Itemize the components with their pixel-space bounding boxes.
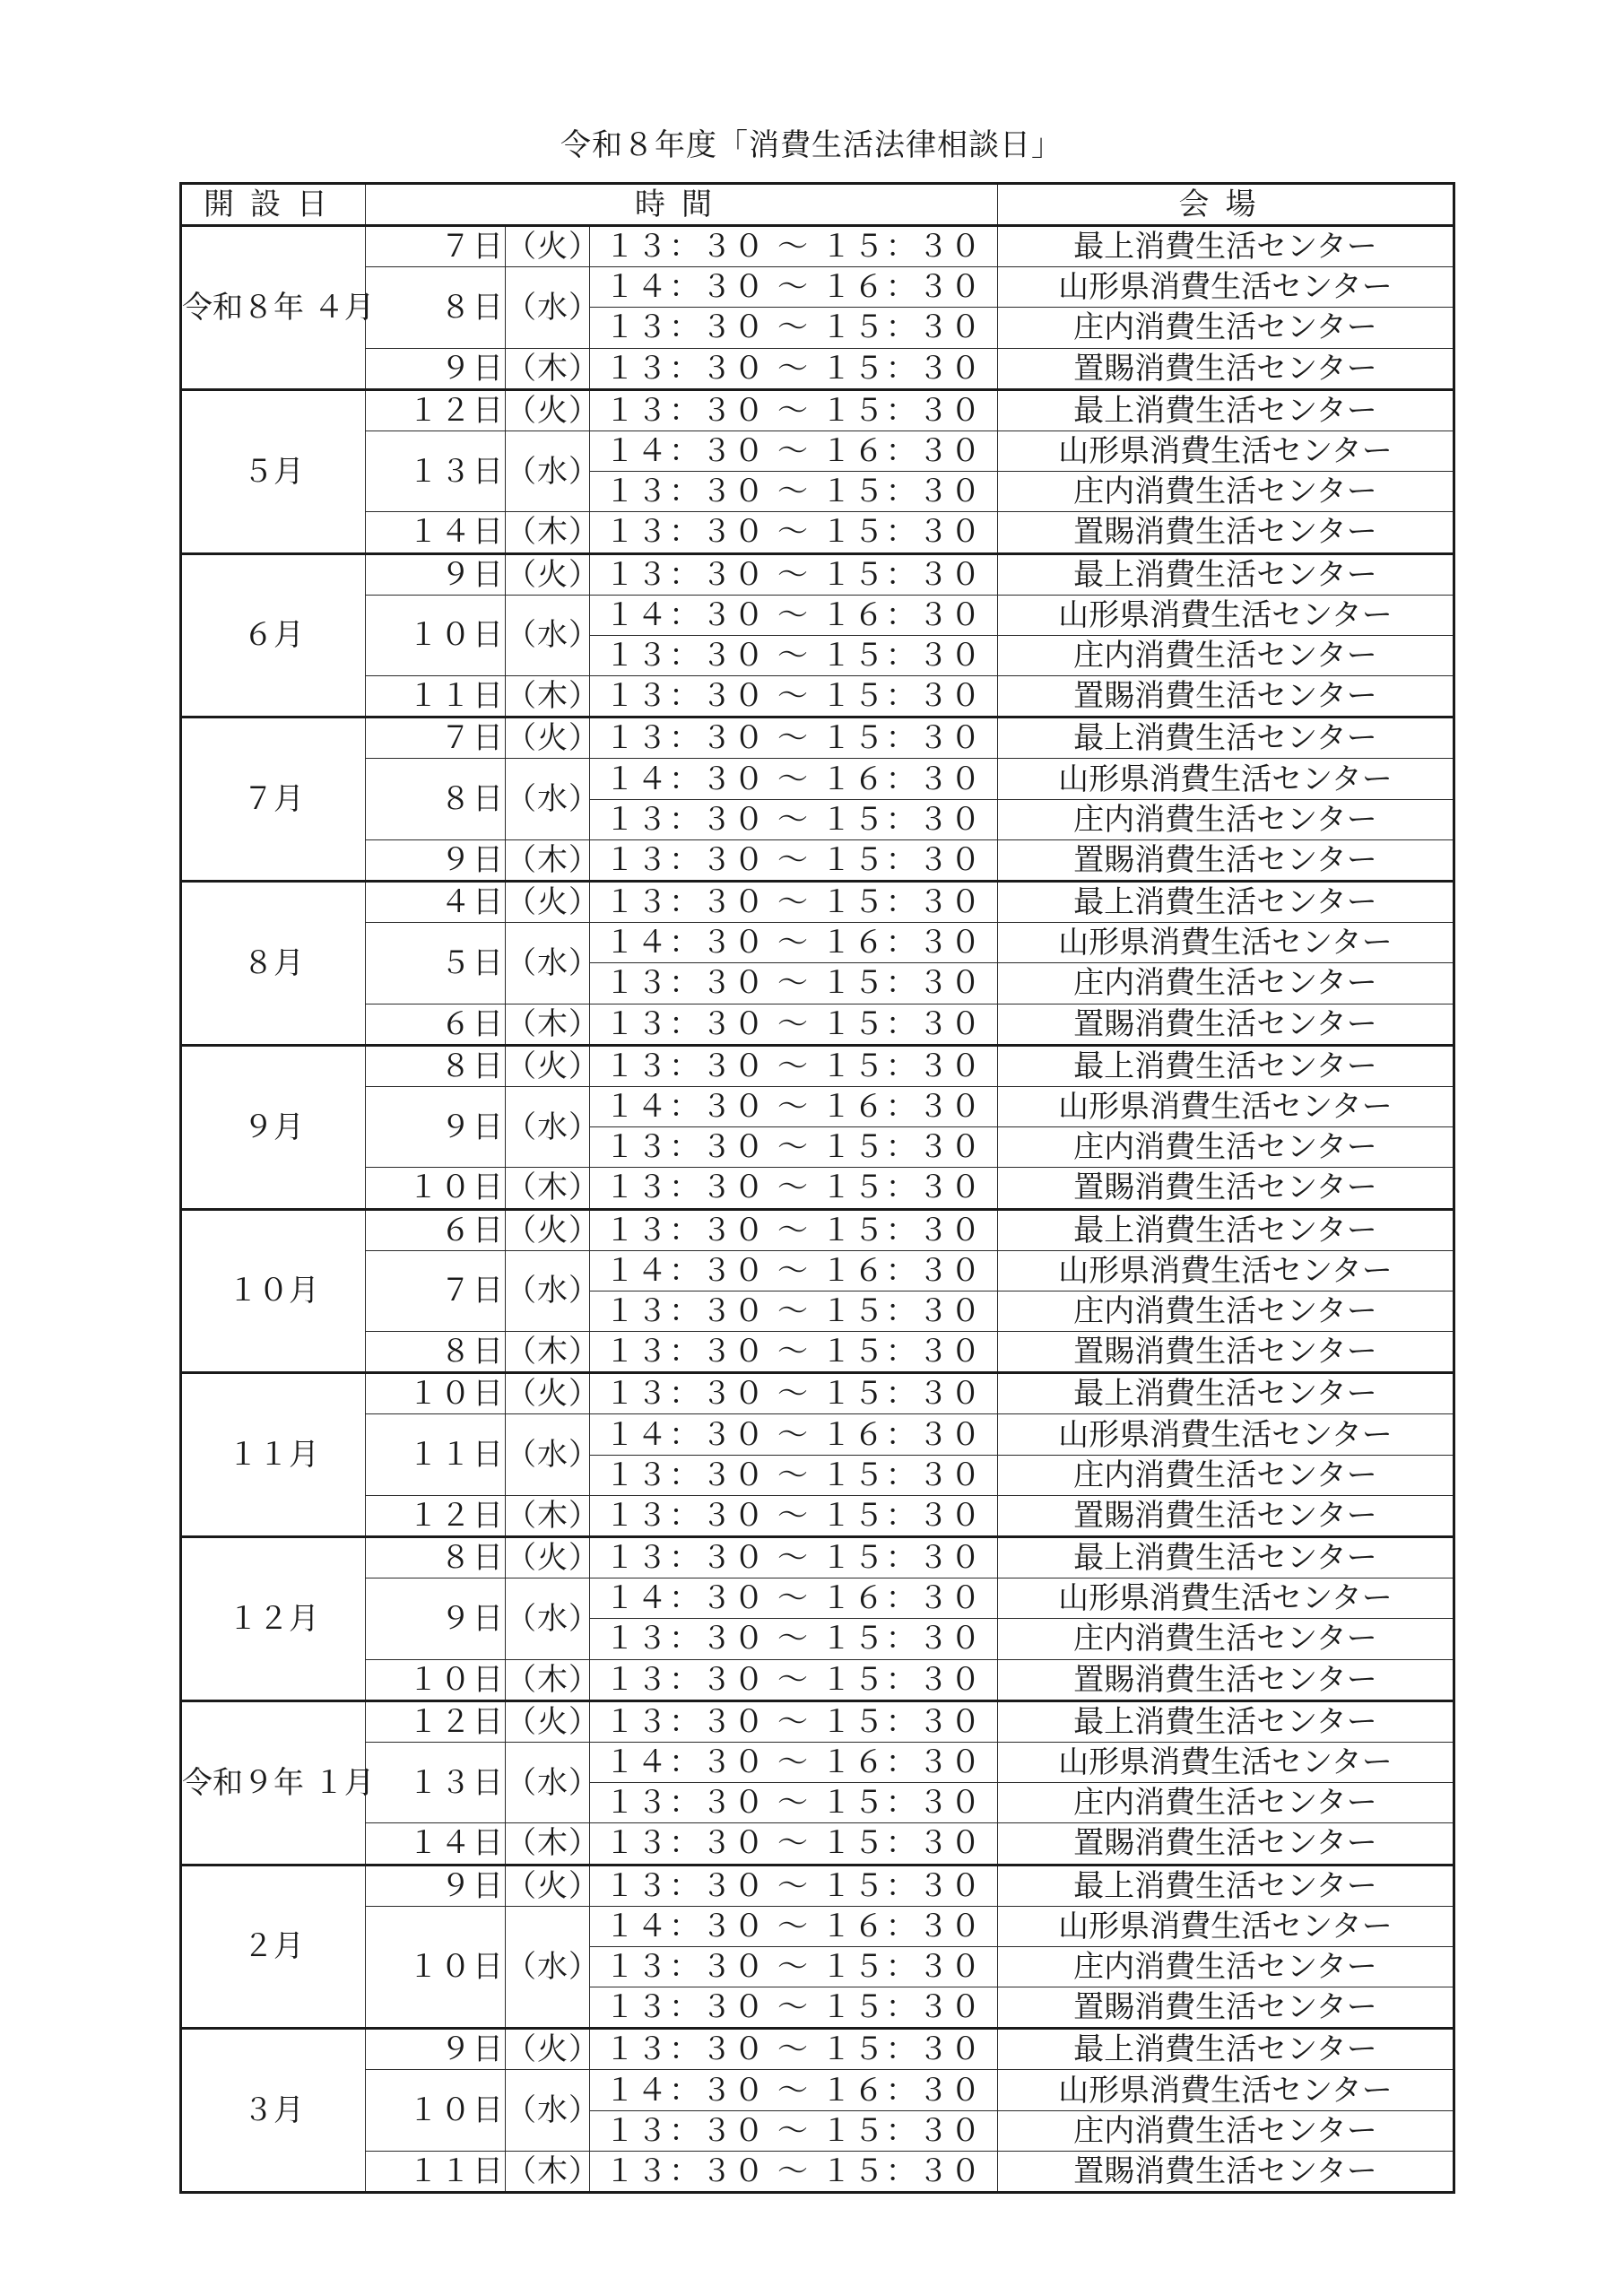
schedule-table [179,182,1455,2194]
month-label: ９月 [181,1045,366,1209]
weekday-cell: （水） [506,267,590,348]
table-row [181,1865,1454,1906]
table-row [181,2029,1454,2070]
time-cell: １３：３０ ～ １５：３０ [590,1537,998,1578]
venue-cell: 山形県消費生活センター [998,2070,1454,2110]
table-row [181,1209,1454,1250]
day-cell: １０日 [366,1906,506,2029]
day-cell: ８日 [366,759,506,839]
time-cell: １３：３０ ～ １５：３０ [590,1987,998,2029]
day-cell: １０日 [366,1373,506,1414]
weekday-cell: （水） [506,1742,590,1822]
time-cell: １３：３０ ～ １５：３０ [590,512,998,553]
time-cell: １４：３０ ～ １６：３０ [590,2070,998,2110]
venue-cell: 庄内消費生活センター [998,963,1454,1004]
weekday-cell: （水） [506,1250,590,1331]
weekday-cell: （木） [506,1823,590,1865]
venue-cell: 最上消費生活センター [998,389,1454,430]
venue-cell: 最上消費生活センター [998,1700,1454,1742]
weekday-cell: （木） [506,839,590,881]
weekday-cell: （火） [506,882,590,923]
table-row [181,882,1454,923]
day-cell: １０日 [366,1168,506,1209]
venue-cell: 置賜消費生活センター [998,348,1454,389]
venue-cell: 置賜消費生活センター [998,512,1454,553]
day-cell: １０日 [366,2070,506,2151]
day-cell: １０日 [366,595,506,675]
header-date: 開設日 [181,184,366,226]
day-cell: ８日 [366,1045,506,1086]
venue-cell: 庄内消費生活センター [998,1291,1454,1331]
venue-cell: 置賜消費生活センター [998,1332,1454,1373]
time-cell: １３：３０ ～ １５：３０ [590,1332,998,1373]
time-cell: １３：３０ ～ １５：３０ [590,635,998,675]
weekday-cell: （火） [506,1209,590,1250]
time-cell: １３：３０ ～ １５：３０ [590,1291,998,1331]
table-row [181,2070,1454,2110]
venue-cell: 山形県消費生活センター [998,759,1454,799]
month-label: ６月 [181,553,366,718]
table-row [181,226,1454,267]
venue-cell: 山形県消費生活センター [998,1742,1454,1782]
weekday-cell: （火） [506,389,590,430]
weekday-cell: （火） [506,1045,590,1086]
weekday-cell: （水） [506,1578,590,1659]
time-cell: １３：３０ ～ １５：３０ [590,2029,998,2070]
weekday-cell: （木） [506,348,590,389]
table-row [181,923,1454,963]
day-cell: １４日 [366,1823,506,1865]
day-cell: ９日 [366,348,506,389]
venue-cell: 最上消費生活センター [998,553,1454,595]
time-cell: １３：３０ ～ １５：３０ [590,2151,998,2192]
day-cell: ６日 [366,1004,506,1045]
venue-cell: 庄内消費生活センター [998,1946,1454,1987]
weekday-cell: （木） [506,512,590,553]
day-cell: ７日 [366,718,506,759]
venue-cell: 山形県消費生活センター [998,923,1454,963]
time-cell: １３：３０ ～ １５：３０ [590,472,998,512]
time-cell: １３：３０ ～ １５：３０ [590,1495,998,1536]
venue-cell: 山形県消費生活センター [998,1414,1454,1455]
table-row [181,1004,1454,1045]
venue-cell: 置賜消費生活センター [998,1987,1454,2029]
venue-cell: 置賜消費生活センター [998,676,1454,718]
time-cell: １３：３０ ～ １５：３０ [590,839,998,881]
time-cell: １３：３０ ～ １５：３０ [590,882,998,923]
table-row [181,389,1454,430]
weekday-cell: （水） [506,759,590,839]
time-cell: １３：３０ ～ １５：３０ [590,226,998,267]
venue-cell: 置賜消費生活センター [998,1495,1454,1536]
venue-cell: 置賜消費生活センター [998,1659,1454,1700]
venue-cell: 庄内消費生活センター [998,1619,1454,1659]
venue-cell: 最上消費生活センター [998,718,1454,759]
time-cell: １３：３０ ～ １５：３０ [590,1373,998,1414]
venue-cell: 最上消費生活センター [998,1373,1454,1414]
venue-cell: 庄内消費生活センター [998,472,1454,512]
weekday-cell: （木） [506,2151,590,2192]
weekday-cell: （水） [506,1906,590,2029]
weekday-cell: （火） [506,226,590,267]
venue-cell: 最上消費生活センター [998,882,1454,923]
time-cell: １４：３０ ～ １６：３０ [590,430,998,471]
month-label: 令和９年 １月 [181,1700,366,1865]
time-cell: １３：３０ ～ １５：３０ [590,348,998,389]
time-cell: １３：３０ ～ １５：３０ [590,1865,998,1906]
day-cell: ９日 [366,1578,506,1659]
day-cell: ８日 [366,267,506,348]
time-cell: １３：３０ ～ １５：３０ [590,1004,998,1045]
day-cell: １２日 [366,389,506,430]
time-cell: １４：３０ ～ １６：３０ [590,267,998,308]
day-cell: １４日 [366,512,506,553]
weekday-cell: （火） [506,1700,590,1742]
table-row [181,1045,1454,1086]
time-cell: １４：３０ ～ １６：３０ [590,1414,998,1455]
day-cell: ９日 [366,839,506,881]
month-label: １１月 [181,1373,366,1537]
venue-cell: 山形県消費生活センター [998,267,1454,308]
header-time: 時間 [366,184,998,226]
venue-cell: 庄内消費生活センター [998,2110,1454,2151]
table-row [181,1250,1454,1291]
table-row [181,1537,1454,1578]
time-cell: １３：３０ ～ １５：３０ [590,1168,998,1209]
table-row [181,512,1454,553]
weekday-cell: （火） [506,1373,590,1414]
month-label: ５月 [181,389,366,553]
header-venue: 会場 [998,184,1454,226]
table-row [181,1414,1454,1455]
day-cell: １１日 [366,676,506,718]
page-title: 令和８年度「消費生活法律相談日」 [560,127,1063,163]
table-row [181,348,1454,389]
time-cell: １４：３０ ～ １６：３０ [590,1906,998,1946]
table-row [181,718,1454,759]
venue-cell: 最上消費生活センター [998,1865,1454,1906]
weekday-cell: （水） [506,595,590,675]
time-cell: １４：３０ ～ １６：３０ [590,1250,998,1291]
time-cell: １３：３０ ～ １５：３０ [590,389,998,430]
time-cell: １３：３０ ～ １５：３０ [590,1823,998,1865]
day-cell: ９日 [366,553,506,595]
weekday-cell: （木） [506,1332,590,1373]
day-cell: １０日 [366,1659,506,1700]
time-cell: １３：３０ ～ １５：３０ [590,963,998,1004]
weekday-cell: （水） [506,1086,590,1167]
weekday-cell: （火） [506,718,590,759]
day-cell: ９日 [366,1865,506,1906]
time-cell: １３：３０ ～ １５：３０ [590,1700,998,1742]
venue-cell: 山形県消費生活センター [998,1578,1454,1619]
time-cell: １３：３０ ～ １５：３０ [590,1455,998,1495]
venue-cell: 庄内消費生活センター [998,1783,1454,1823]
day-cell: ７日 [366,1250,506,1331]
table-row [181,553,1454,595]
day-cell: １２日 [366,1700,506,1742]
table-row [181,1700,1454,1742]
time-cell: １３：３０ ～ １５：３０ [590,676,998,718]
time-cell: １４：３０ ～ １６：３０ [590,1742,998,1782]
table-row [181,759,1454,799]
time-cell: １３：３０ ～ １５：３０ [590,1209,998,1250]
venue-cell: 最上消費生活センター [998,1209,1454,1250]
time-cell: １３：３０ ～ １５：３０ [590,718,998,759]
venue-cell: 庄内消費生活センター [998,799,1454,839]
day-cell: １３日 [366,1742,506,1822]
time-cell: １３：３０ ～ １５：３０ [590,1127,998,1168]
day-cell: １２日 [366,1495,506,1536]
time-cell: １４：３０ ～ １６：３０ [590,923,998,963]
day-cell: ４日 [366,882,506,923]
table-row [181,839,1454,881]
venue-cell: 置賜消費生活センター [998,1823,1454,1865]
time-cell: １４：３０ ～ １６：３０ [590,595,998,635]
weekday-cell: （水） [506,1414,590,1495]
time-cell: １３：３０ ～ １５：３０ [590,1619,998,1659]
weekday-cell: （火） [506,1865,590,1906]
time-cell: １３：３０ ～ １５：３０ [590,2110,998,2151]
table-row [181,1332,1454,1373]
table-row [181,1168,1454,1209]
month-label: １２月 [181,1537,366,1701]
table-row [181,1373,1454,1414]
weekday-cell: （水） [506,923,590,1004]
month-label: ８月 [181,882,366,1046]
day-cell: １１日 [366,1414,506,1495]
venue-cell: 山形県消費生活センター [998,595,1454,635]
venue-cell: 庄内消費生活センター [998,308,1454,348]
table-row [181,2151,1454,2192]
table-row [181,430,1454,471]
table-row [181,1823,1454,1865]
table-row [181,1578,1454,1619]
schedule-body [181,226,1454,2193]
header-row [181,184,1454,226]
venue-cell: 置賜消費生活センター [998,839,1454,881]
weekday-cell: （木） [506,1659,590,1700]
table-row [181,1495,1454,1536]
weekday-cell: （木） [506,1168,590,1209]
venue-cell: 庄内消費生活センター [998,635,1454,675]
weekday-cell: （火） [506,553,590,595]
time-cell: １４：３０ ～ １６：３０ [590,1086,998,1126]
time-cell: １３：３０ ～ １５：３０ [590,553,998,595]
month-label: １０月 [181,1209,366,1373]
venue-cell: 山形県消費生活センター [998,1250,1454,1291]
venue-cell: 置賜消費生活センター [998,1168,1454,1209]
time-cell: １３：３０ ～ １５：３０ [590,1045,998,1086]
day-cell: ７日 [366,226,506,267]
time-cell: １３：３０ ～ １５：３０ [590,1783,998,1823]
day-cell: ８日 [366,1332,506,1373]
day-cell: ６日 [366,1209,506,1250]
time-cell: １３：３０ ～ １５：３０ [590,1946,998,1987]
venue-cell: 最上消費生活センター [998,2029,1454,2070]
month-label: ３月 [181,2029,366,2193]
weekday-cell: （木） [506,1495,590,1536]
venue-cell: 山形県消費生活センター [998,430,1454,471]
weekday-cell: （水） [506,2070,590,2151]
table-row [181,1906,1454,1946]
time-cell: １３：３０ ～ １５：３０ [590,1659,998,1700]
table-row [181,1659,1454,1700]
time-cell: １４：３０ ～ １６：３０ [590,1578,998,1619]
venue-cell: 庄内消費生活センター [998,1127,1454,1168]
day-cell: ９日 [366,1086,506,1167]
table-row [181,676,1454,718]
weekday-cell: （木） [506,1004,590,1045]
venue-cell: 置賜消費生活センター [998,1004,1454,1045]
month-label: ２月 [181,1865,366,2029]
day-cell: ９日 [366,2029,506,2070]
venue-cell: 置賜消費生活センター [998,2151,1454,2192]
time-cell: １３：３０ ～ １５：３０ [590,308,998,348]
month-label: 令和８年 ４月 [181,226,366,390]
month-label: ７月 [181,718,366,882]
table-row [181,595,1454,635]
weekday-cell: （木） [506,676,590,718]
day-cell: １１日 [366,2151,506,2192]
day-cell: １３日 [366,430,506,511]
day-cell: ５日 [366,923,506,1004]
venue-cell: 最上消費生活センター [998,1045,1454,1086]
venue-cell: 庄内消費生活センター [998,1455,1454,1495]
venue-cell: 山形県消費生活センター [998,1086,1454,1126]
weekday-cell: （水） [506,430,590,511]
weekday-cell: （火） [506,2029,590,2070]
time-cell: １４：３０ ～ １６：３０ [590,759,998,799]
day-cell: ８日 [366,1537,506,1578]
weekday-cell: （火） [506,1537,590,1578]
venue-cell: 最上消費生活センター [998,1537,1454,1578]
table-row [181,1086,1454,1126]
time-cell: １３：３０ ～ １５：３０ [590,799,998,839]
venue-cell: 山形県消費生活センター [998,1906,1454,1946]
venue-cell: 最上消費生活センター [998,226,1454,267]
